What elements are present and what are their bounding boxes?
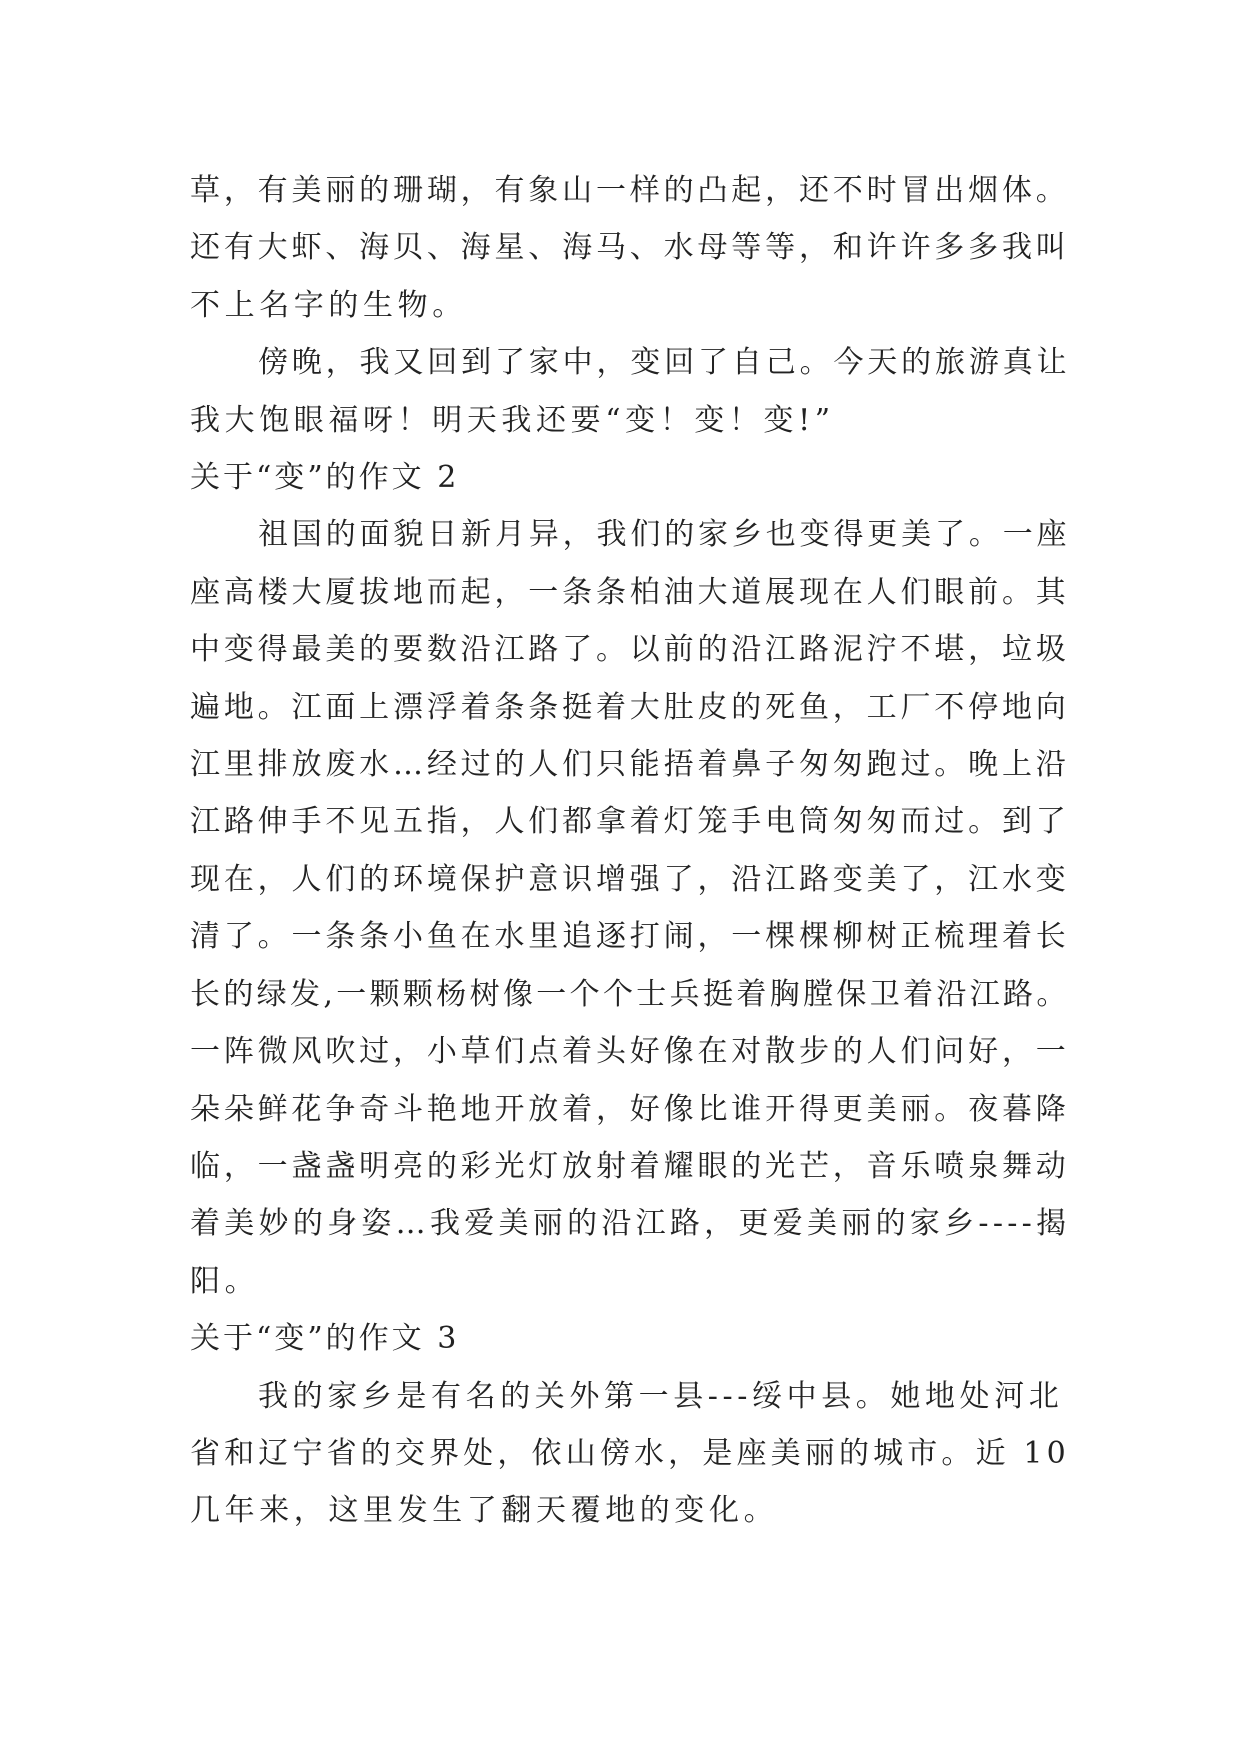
text-line: 还有大虾、海贝、海星、海马、水母等等，和许许多多我叫 <box>190 230 1070 266</box>
text-line: 草，有美丽的珊瑚，有象山一样的凸起，还不时冒出烟体。 <box>190 173 1070 208</box>
text-line: 长的绿发,一颗颗杨树像一个个士兵挺着胸膛保卫着沿江路。 <box>190 976 1070 1012</box>
text-line: 江里排放废水…经过的人们只能捂着鼻子匆匆跑过。晚上沿 <box>190 747 1070 783</box>
text-line: 我大饱眼福呀！明天我还要“变！变！变!” <box>190 402 835 438</box>
text-line: 遍地。江面上漂浮着条条挺着大肚皮的死鱼，工厂不停地向 <box>190 689 1070 725</box>
paragraph-suizhong-county <box>190 1368 1070 1540</box>
text-line: 几年来，这里发生了翻天覆地的变化。 <box>190 1493 779 1529</box>
text-line: 座高楼大厦拔地而起，一条条柏油大道展现在人们眼前。其 <box>190 574 1070 610</box>
heading-text: 关于“变”的作文 2 <box>190 460 460 496</box>
essay-heading-2 <box>190 449 1070 506</box>
paragraph-evening <box>190 334 1070 449</box>
text-line: 傍晚，我又回到了家中，变回了自己。今天的旅游真让 <box>258 345 1071 381</box>
paragraph-sea-creatures <box>190 162 1070 334</box>
document-body <box>190 162 1070 1540</box>
text-line: 我的家乡是有名的关外第一县---绥中县。她地处河北 <box>258 1378 1064 1414</box>
text-line: 阳。 <box>190 1263 260 1299</box>
essay-heading-3 <box>190 1310 1070 1367</box>
text-line: 不上名字的生物。 <box>190 287 467 323</box>
text-line: 江路伸手不见五指，人们都拿着灯笼手电筒匆匆而过。到了 <box>190 804 1070 840</box>
text-line: 临，一盏盏明亮的彩光灯放射着耀眼的光芒，音乐喷泉舞动 <box>190 1148 1070 1184</box>
text-line: 朵朵鲜花争奇斗艳地开放着，好像比谁开得更美丽。夜暮降 <box>190 1091 1070 1127</box>
text-line: 一阵微风吹过，小草们点着头好像在对散步的人们问好，一 <box>190 1034 1070 1070</box>
text-line: 着美妙的身姿…我爱美丽的沿江路，更爱美丽的家乡----揭 <box>190 1206 1071 1242</box>
heading-text: 关于“变”的作文 3 <box>190 1321 460 1357</box>
text-line: 中变得最美的要数沿江路了。以前的沿江路泥泞不堪，垃圾 <box>190 632 1070 668</box>
paragraph-hometown-river-road <box>190 506 1070 1310</box>
text-line: 清了。一条条小鱼在水里追逐打闹，一棵棵柳树正梳理着长 <box>190 919 1070 955</box>
text-line: 现在，人们的环境保护意识增强了，沿江路变美了，江水变 <box>190 861 1070 897</box>
text-line: 祖国的面貌日新月异，我们的家乡也变得更美了。一座 <box>258 517 1071 553</box>
text-line: 省和辽宁省的交界处，依山傍水，是座美丽的城市。近 10 <box>190 1435 1070 1471</box>
